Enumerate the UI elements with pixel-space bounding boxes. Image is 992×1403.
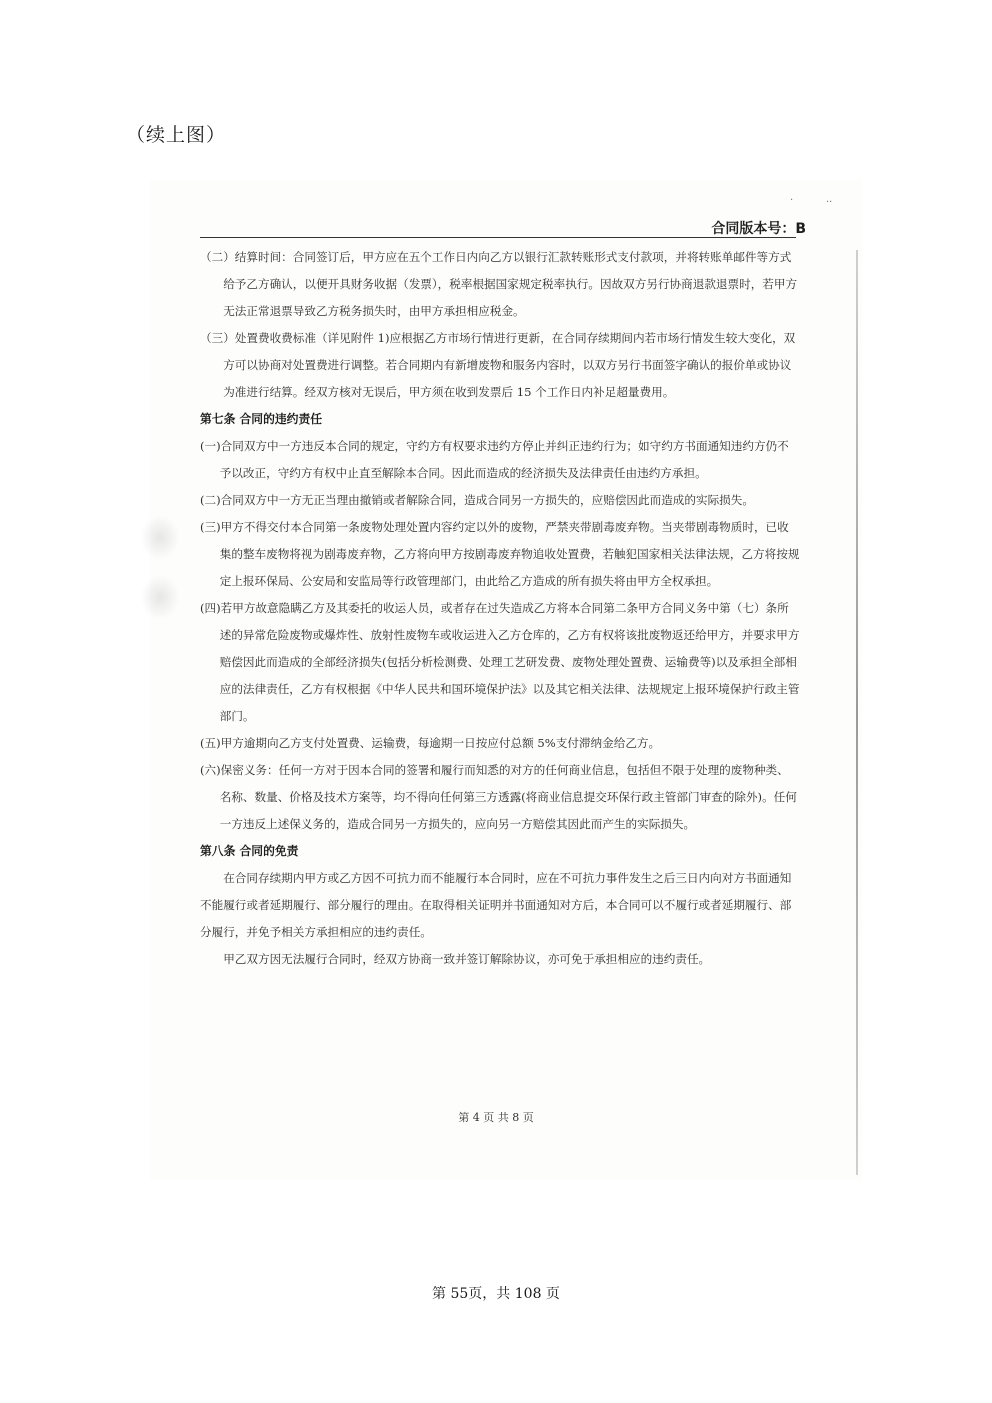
scan-speck: ·: [790, 195, 794, 206]
clause-6-3: （三）处置费收费标准（详见附件 1)应根据乙方市场行情进行更新，在合同存续期间内若市场行情发生较大变化，双方可以协商对处置费进行调整。若合同期内有新增废物和服务内容时，以双方另行书面签字确认的报价单或协议为准进行结算。经双方核对无误后，甲方须在收到发票后 15 个工作日内补足超量费用。: [200, 331, 796, 399]
scan-speck: ··: [826, 197, 833, 208]
clause-7-6: (六)保密义务：任何一方对于因本合同的签署和履行而知悉的对方的任何商业信息，包括但不限于处理的废物种类、名称、数量、价格及技术方案等，均不得向任何第三方透露(将商业信息提交环保行政主管部门审查的除外)。任何一方违反上述保义务的，造成合同另一方损失的，应向另一方赔偿其因此而产生的实际损失。: [200, 763, 797, 831]
scan-smudge: [140, 575, 180, 620]
clause-6-2: （二）结算时间：合同签订后，甲方应在五个工作日内向乙方以银行汇款转账形式支付款项，并将转账单邮件等方式给予乙方确认，以便开具财务收据（发票），税率根据国家规定税率执行。因故双方另行协商退款退票时，若甲方无法正常退票导致乙方税务损失时，由甲方承担相应税金。: [200, 250, 798, 318]
scan-smudge: [140, 515, 180, 560]
contract-version: 合同版本号：B: [711, 221, 806, 237]
continued-caption: （续上图）: [126, 124, 227, 146]
scan-page-number: 第 4 页 共 8 页: [458, 1111, 534, 1124]
clause-7-1: (一)合同双方中一方违反本合同的规定，守约方有权要求违约方停止并纠正违约行为；如守约方书面通知违约方仍不予以改正，守约方有权中止直至解除本合同。因此而造成的经济损失及法律责任由违约方承担。: [200, 439, 789, 480]
clause-7-3: (三)甲方不得交付本合同第一条废物处理处置内容约定以外的废物，严禁夹带剧毒废弃物。当夹带剧毒物质时，已收集的整车废物将视为剧毒废弃物，乙方将向甲方按剧毒废弃物追收处置费，若触犯国家相关法律法规，乙方将按规定上报环保局、公安局和安监局等行政管理部门，由此给乙方造成的所有损失将由甲方全权承担。: [200, 520, 800, 588]
article-8-title: 第八条 合同的免责: [200, 844, 299, 858]
clause-7-5: (五)甲方逾期向乙方支付处置费、运输费，每逾期一日按应付总额 5%支付滞纳金给乙方。: [200, 736, 661, 750]
clause-7-2: (二)合同双方中一方无正当理由撤销或者解除合同，造成合同另一方损失的，应赔偿因此而造成的实际损失。: [200, 493, 754, 507]
document-page-number: 第 55页，共 108 页: [432, 1286, 560, 1302]
scan-edge-line: [856, 250, 858, 1175]
clause-7-4: (四)若甲方故意隐瞒乙方及其委托的收运人员，或者存在过失造成乙方将本合同第二条甲方合同义务中第（七）条所述的异常危险废物或爆炸性、放射性废物车或收运进入乙方仓库的，乙方有权将该批废物返还给甲方，并要求甲方赔偿因此而造成的全部经济损失(包括分析检测费、处理工艺研发费、废物处理处置费、运输费等)以及承担全部相应的法律责任，乙方有权根据《中华人民共和国环境保护法》以及其它相关法律、法规规定上报环境保护行政主管部门。: [200, 601, 800, 723]
clause-8-p2: 甲乙双方因无法履行合同时，经双方协商一致并签订解除协议，亦可免于承担相应的违约责任。: [223, 952, 711, 966]
header-rule: [200, 237, 796, 238]
clause-8-p1: 在合同存续期内甲方或乙方因不可抗力而不能履行本合同时，应在不可抗力事件发生之后三日内向对方书面通知不能履行或者延期履行、部分履行的理由。在取得相关证明并书面通知对方后，本合同可以不履行或者延期履行、部分履行，并免予相关方承担相应的违约责任。: [200, 871, 792, 939]
article-7-title: 第七条 合同的违约责任: [200, 412, 323, 426]
contract-body: [200, 244, 800, 973]
